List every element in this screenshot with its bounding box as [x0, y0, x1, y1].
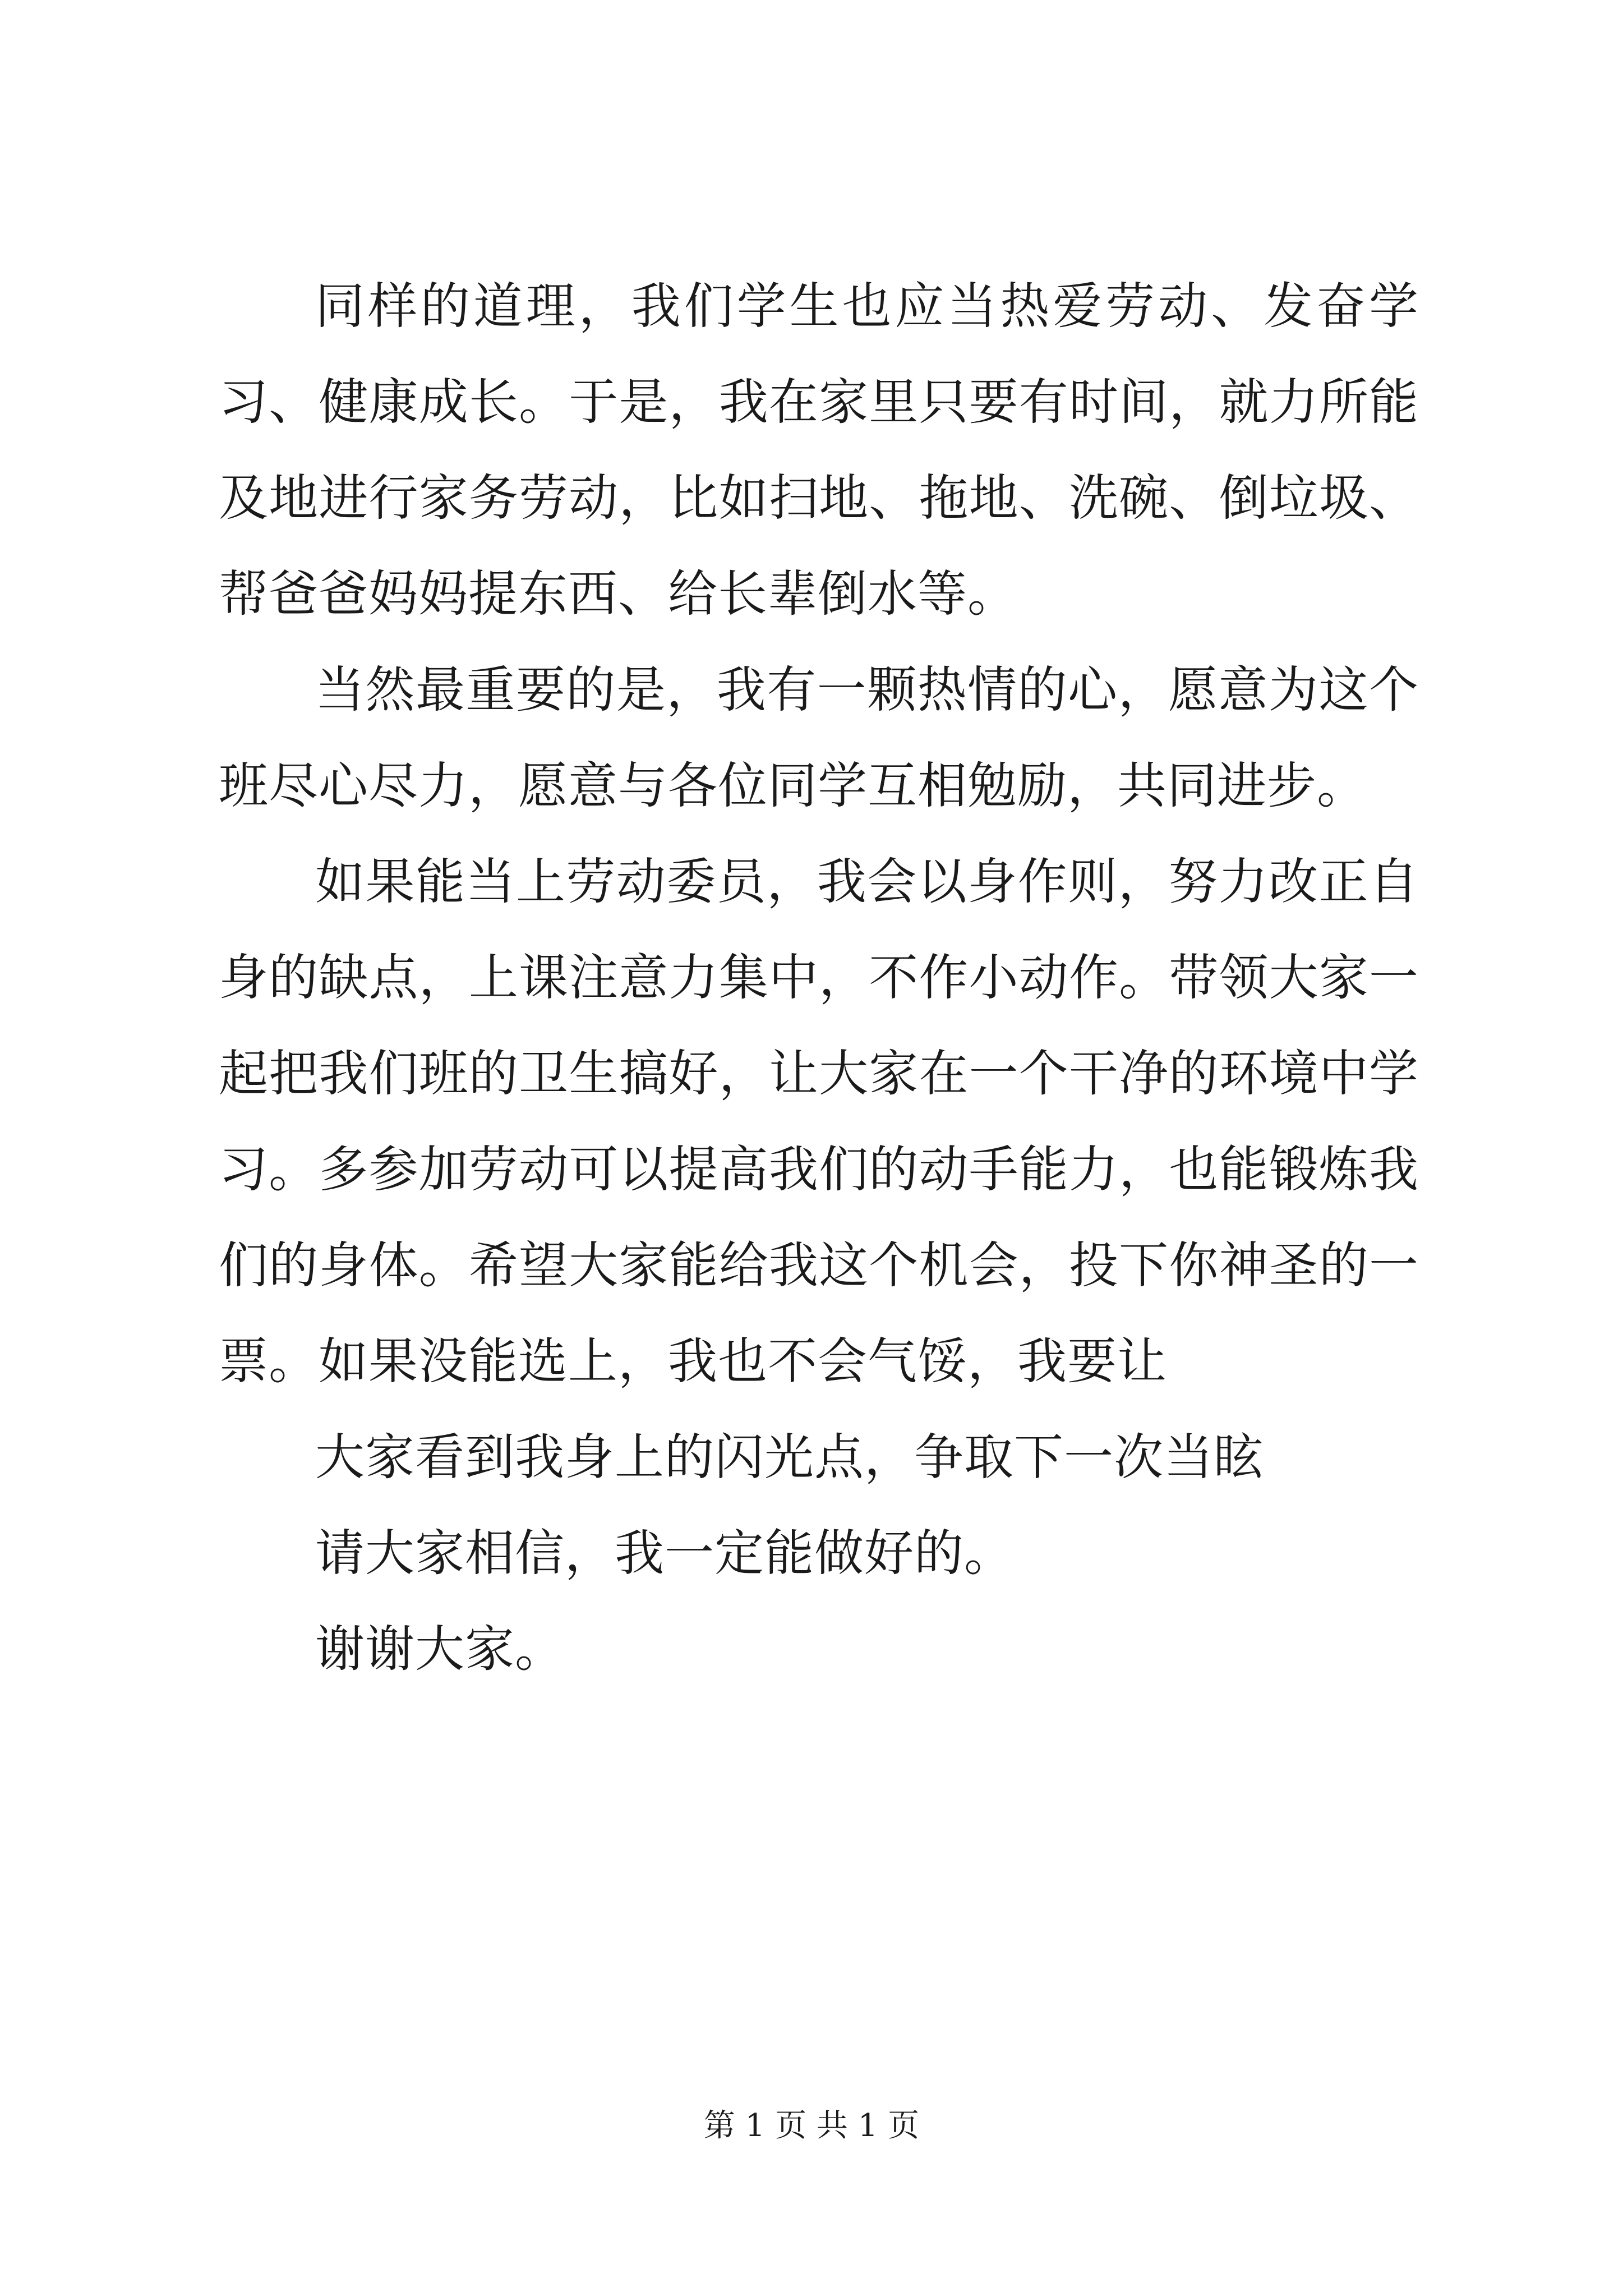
paragraph: 当然最重要的是，我有一颗热情的心，愿意为这个班尽心尽力，愿意与各位同学互相勉励，共同进步。 — [219, 661, 1419, 815]
paragraph: 大家看到我身上的闪光点，争取下一次当眩 — [315, 1428, 1264, 1486]
paragraph: 请大家相信，我一定能做好的。 — [315, 1524, 1015, 1582]
paragraph: 如果能当上劳动委员，我会以身作则，努力改正自身的缺点，上课注意力集中，不作小动作。带领大家一起把我们班的卫生搞好，让大家在一个干净的环境中学习。多参加劳动可以提高我们的动手能力，也能锻炼我们的身体。希望大家能给我这个机会，投下你神圣的一票。如果没能选上，我也不会气馁，我要让 — [219, 853, 1419, 1390]
page-footer: 第 1 页 共 1 页 — [703, 2108, 920, 2144]
paragraph: 同样的道理，我们学生也应当热爱劳动、发奋学习、健康成长。于是，我在家里只要有时间，就力所能及地进行家务劳动，比如扫地、拖地、洗碗、倒垃圾、帮爸爸妈妈提东西、给长辈倒水等。 — [219, 277, 1419, 623]
paragraph: 谢谢大家。 — [315, 1620, 565, 1678]
document-body — [219, 258, 1419, 1697]
